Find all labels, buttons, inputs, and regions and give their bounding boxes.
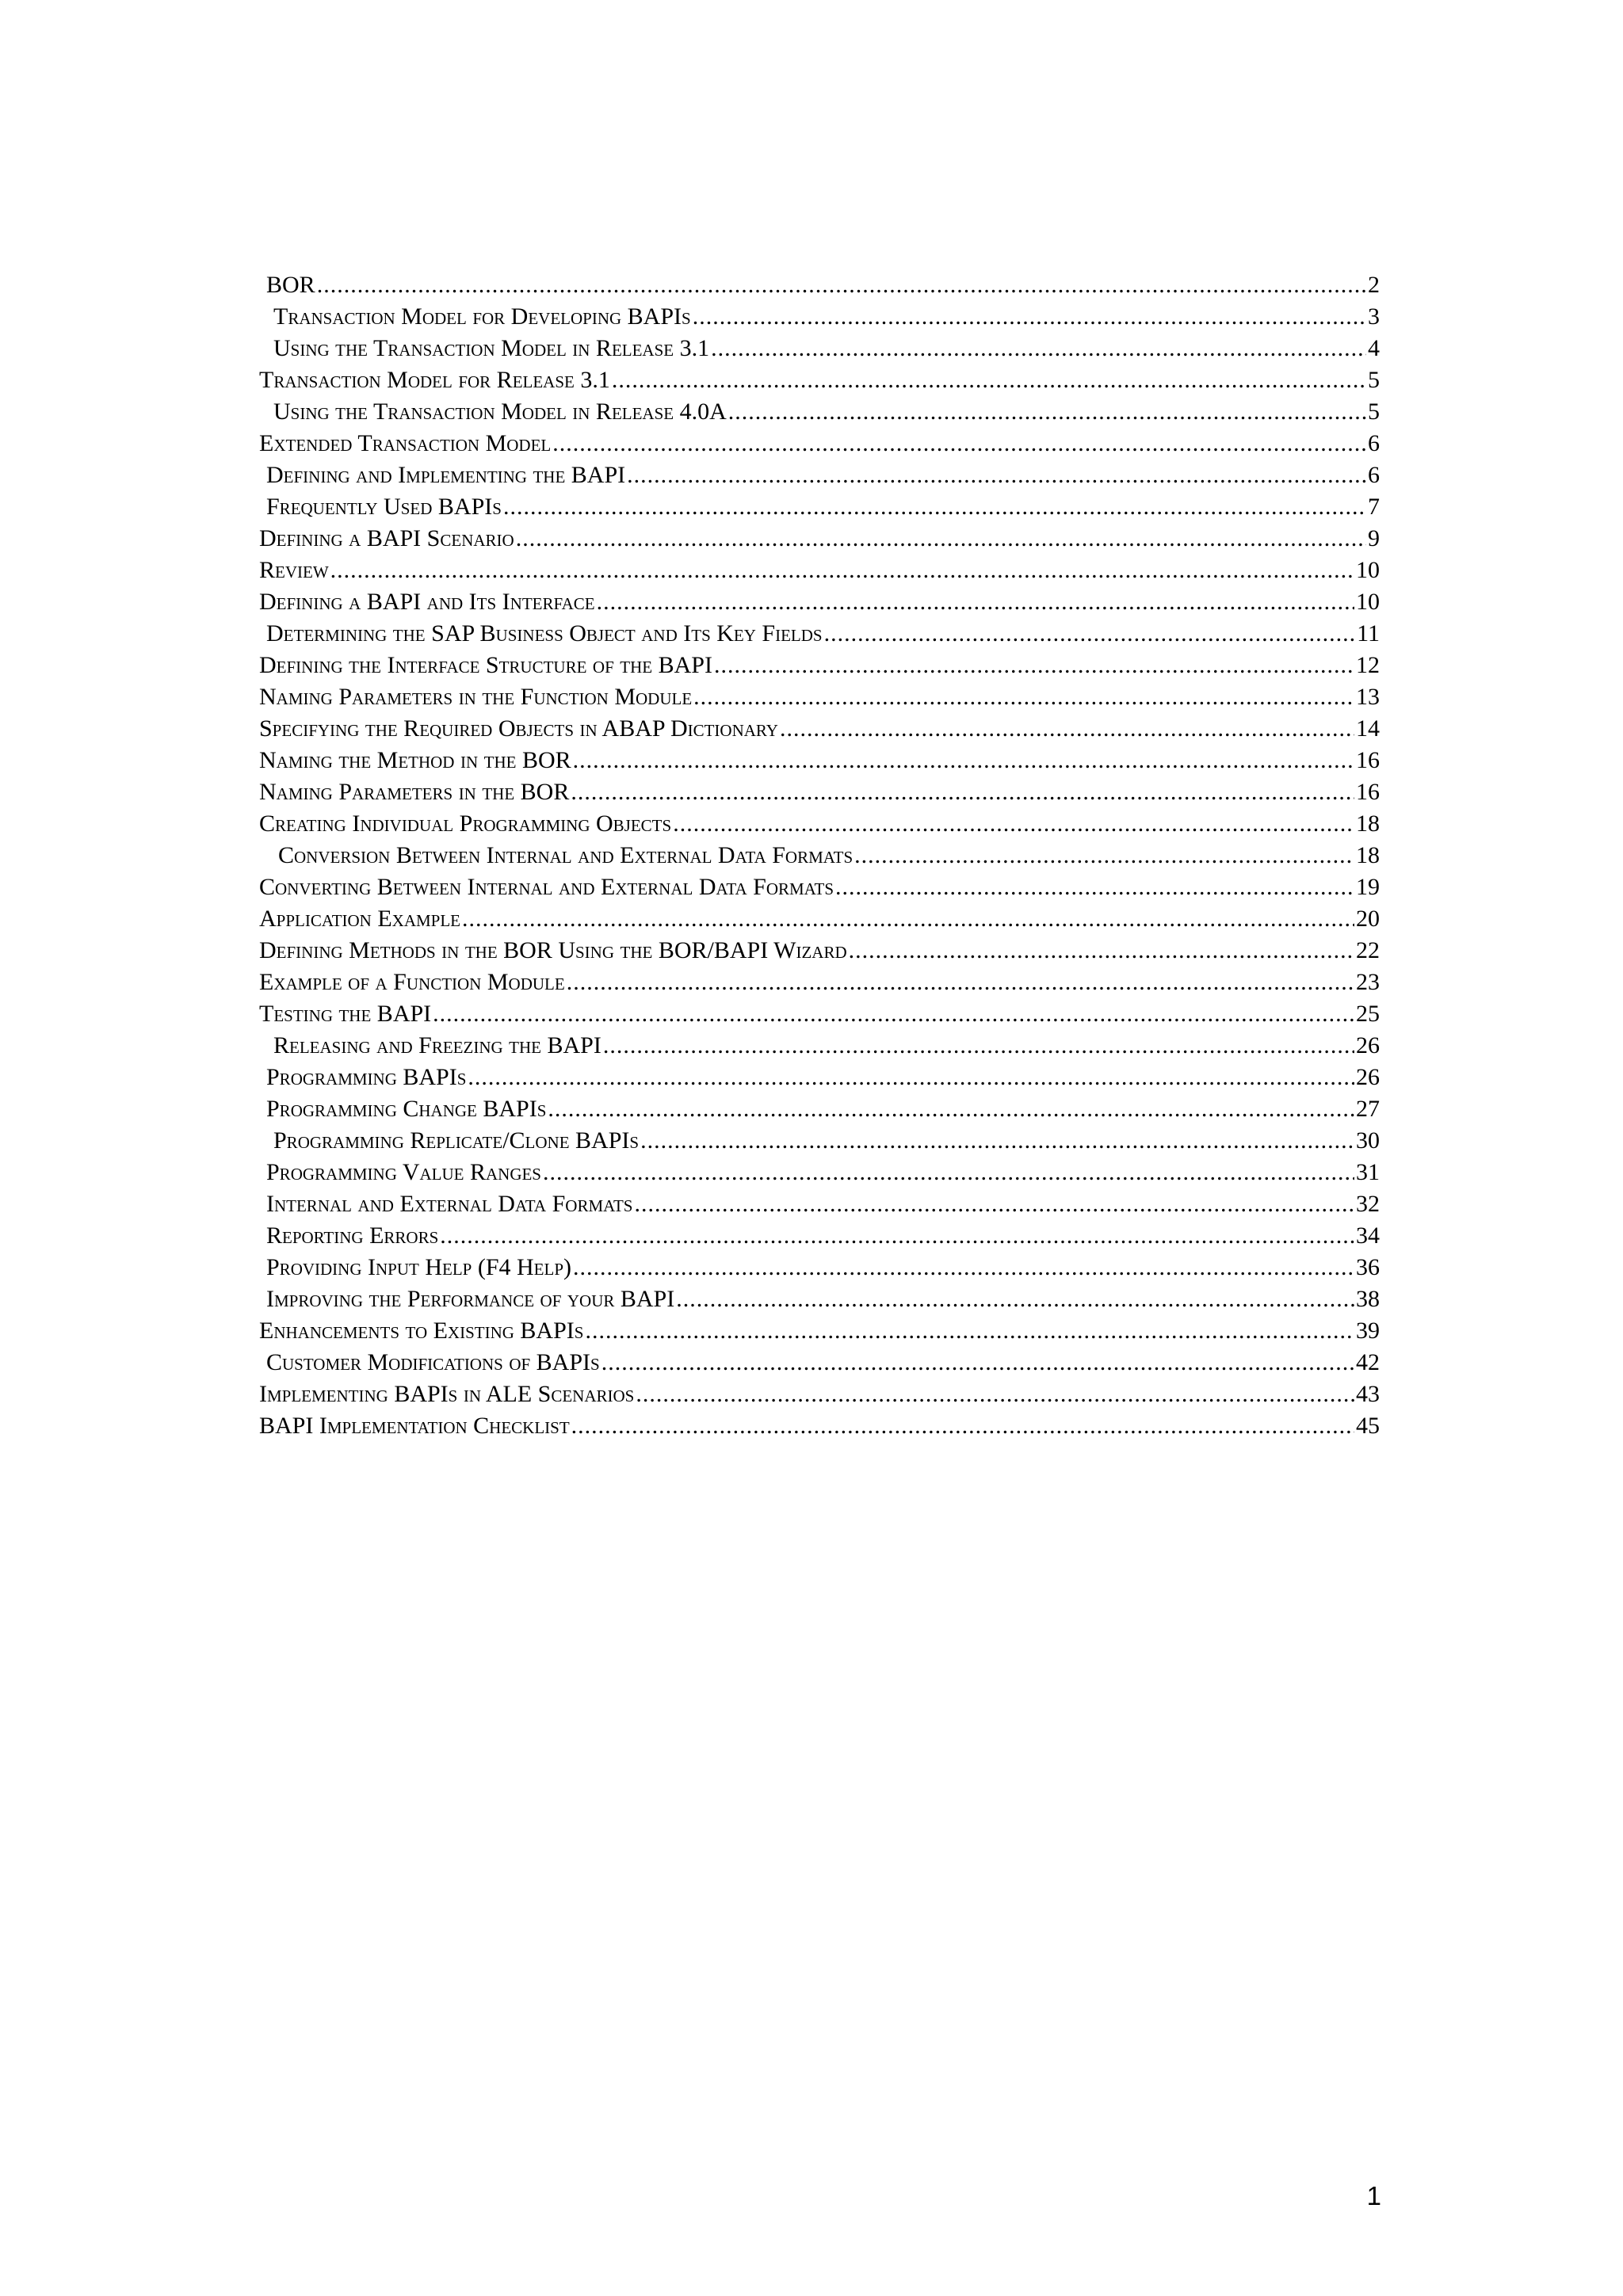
toc-dot-leader: [462, 903, 1354, 935]
toc-dot-leader: [849, 935, 1354, 967]
toc-entry[interactable]: [0, 713, 1380, 745]
toc-entry-title: Implementing BAPIs in ALE Scenarios: [259, 1381, 635, 1407]
toc-entry[interactable]: [0, 460, 1380, 491]
toc-entry[interactable]: [0, 840, 1380, 871]
toc-entry[interactable]: [0, 1220, 1380, 1252]
toc-entry-page: 13: [1356, 684, 1380, 710]
toc-dot-leader: [548, 1093, 1354, 1125]
toc-entry-page: 30: [1356, 1127, 1380, 1154]
toc-entry-page: 5: [1368, 399, 1380, 425]
toc-dot-leader: [543, 1157, 1354, 1188]
toc-entry-title: Creating Individual Programming Objects: [259, 810, 672, 837]
toc-dot-leader: [573, 1252, 1354, 1283]
toc-entry-title: Using the Transaction Model in Release 3.1: [273, 335, 710, 361]
toc-entry-page: 39: [1356, 1318, 1380, 1344]
toc-entry-title: Releasing and Freezing the BAPI: [273, 1032, 601, 1058]
toc-entry[interactable]: [0, 745, 1380, 776]
toc-dot-leader: [317, 269, 1366, 301]
toc-dot-leader: [330, 555, 1354, 586]
toc-dot-leader: [636, 1379, 1354, 1410]
toc-entry-title: BAPI Implementation Checklist: [259, 1413, 570, 1439]
toc-entry-page: 2: [1368, 272, 1380, 298]
toc-entry-title: Example of a Function Module: [259, 969, 565, 995]
toc-entry[interactable]: [0, 808, 1380, 840]
toc-entry[interactable]: [0, 618, 1380, 650]
toc-entry-page: 38: [1356, 1286, 1380, 1312]
toc-entry-page: 3: [1368, 303, 1380, 330]
toc-dot-leader: [627, 460, 1366, 491]
toc-dot-leader: [585, 1315, 1354, 1347]
toc-entry[interactable]: [0, 650, 1380, 681]
toc-dot-leader: [571, 776, 1354, 808]
toc-entry-page: 12: [1356, 652, 1380, 678]
toc-entry-page: 43: [1356, 1381, 1380, 1407]
toc-dot-leader: [780, 713, 1354, 745]
toc-entry-page: 18: [1356, 842, 1380, 868]
toc-entry[interactable]: [0, 935, 1380, 967]
toc-entry-page: 11: [1357, 620, 1380, 646]
toc-entry-title: Defining and Implementing the BAPI: [266, 462, 626, 488]
toc-entry-title: Conversion Between Internal and External Data Formats: [278, 842, 854, 868]
toc-entry[interactable]: [0, 586, 1380, 618]
toc-entry[interactable]: [0, 555, 1380, 586]
toc-entry-page: 18: [1356, 810, 1380, 837]
toc-entry[interactable]: [0, 491, 1380, 523]
toc-entry-page: 16: [1356, 747, 1380, 773]
toc-entry-page: 26: [1356, 1032, 1380, 1058]
toc-dot-leader: [612, 364, 1366, 396]
toc-entry[interactable]: [0, 1125, 1380, 1157]
toc-entry-title: Customer Modifications of BAPIs: [266, 1349, 600, 1375]
toc-entry-page: 14: [1356, 715, 1380, 742]
toc-entry-title: Specifying the Required Objects in ABAP Dictionary: [259, 715, 778, 742]
toc-dot-leader: [714, 650, 1354, 681]
toc-entry[interactable]: [0, 1062, 1380, 1093]
toc-entry[interactable]: [0, 1030, 1380, 1062]
toc-dot-leader: [693, 681, 1354, 713]
toc-entry-title: Extended Transaction Model: [259, 430, 552, 456]
toc-entry-page: 25: [1356, 1001, 1380, 1027]
toc-entry[interactable]: [0, 1410, 1380, 1442]
page-number: 1: [1366, 2181, 1381, 2210]
toc-entry-page: 5: [1368, 367, 1380, 393]
toc-dot-leader: [673, 808, 1354, 840]
toc-entry-title: Providing Input Help (F4 Help): [266, 1254, 571, 1280]
toc-dot-leader: [468, 1062, 1354, 1093]
toc-dot-leader: [440, 1220, 1354, 1252]
toc-entry-page: 16: [1356, 779, 1380, 805]
toc-dot-leader: [824, 618, 1356, 650]
toc-dot-leader: [640, 1125, 1354, 1157]
toc-entry[interactable]: [0, 1347, 1380, 1379]
toc-entry[interactable]: [0, 396, 1380, 428]
toc-entry-title: Determining the SAP Business Object and Its Key Fields: [266, 620, 823, 646]
toc-entry[interactable]: [0, 776, 1380, 808]
toc-entry-title: Converting Between Internal and External Data Formats: [259, 874, 834, 900]
toc-entry-title: Review: [259, 557, 329, 583]
toc-entry-title: Frequently Used BAPIs: [266, 494, 502, 520]
toc-entry[interactable]: [0, 998, 1380, 1030]
toc-dot-leader: [634, 1188, 1354, 1220]
toc-entry-page: 27: [1356, 1096, 1380, 1122]
toc-entry-page: 19: [1356, 874, 1380, 900]
toc-entry-title: Reporting Errors: [266, 1222, 439, 1249]
toc-entry-title: Naming the Method in the BOR: [259, 747, 571, 773]
toc-entry-title: Programming BAPIs: [266, 1064, 467, 1090]
toc-dot-leader: [503, 491, 1366, 523]
toc-entry[interactable]: [0, 1315, 1380, 1347]
toc-entry[interactable]: [0, 681, 1380, 713]
toc-entry-page: 23: [1356, 969, 1380, 995]
toc-entry-page: 4: [1368, 335, 1380, 361]
toc-entry-page: 9: [1368, 525, 1380, 551]
toc-entry-title: Transaction Model for Release 3.1: [259, 367, 610, 393]
toc-entry-page: 7: [1368, 494, 1380, 520]
toc-entry-title: Enhancements to Existing BAPIs: [259, 1318, 584, 1344]
toc-entry-title: BOR: [266, 272, 315, 298]
table-of-contents: [0, 269, 1623, 1442]
toc-entry-page: 6: [1368, 462, 1380, 488]
toc-entry-page: 10: [1356, 589, 1380, 615]
toc-entry-page: 6: [1368, 430, 1380, 456]
toc-entry[interactable]: [0, 967, 1380, 998]
toc-entry-title: Naming Parameters in the BOR: [259, 779, 570, 805]
toc-entry-title: Defining Methods in the BOR Using the BOR/BAPI Wizard: [259, 937, 847, 963]
toc-entry-title: Programming Replicate/Clone BAPIs: [273, 1127, 640, 1154]
toc-entry[interactable]: [0, 428, 1380, 460]
toc-entry-page: 34: [1356, 1222, 1380, 1249]
toc-entry[interactable]: [0, 903, 1380, 935]
toc-entry-title: Testing the BAPI: [259, 1001, 432, 1027]
toc-dot-leader: [433, 998, 1354, 1030]
toc-dot-leader: [571, 1410, 1354, 1442]
toc-entry[interactable]: [0, 1252, 1380, 1283]
toc-entry-title: Programming Value Ranges: [266, 1159, 541, 1185]
toc-dot-leader: [854, 840, 1354, 871]
toc-entry[interactable]: [0, 871, 1380, 903]
toc-entry-title: Defining a BAPI Scenario: [259, 525, 514, 551]
toc-entry[interactable]: [0, 1379, 1380, 1410]
toc-entry-title: Naming Parameters in the Function Module: [259, 684, 693, 710]
toc-entry-title: Programming Change BAPIs: [266, 1096, 547, 1122]
toc-dot-leader: [601, 1347, 1354, 1379]
toc-entry-page: 31: [1356, 1159, 1380, 1185]
toc-entry[interactable]: [0, 523, 1380, 555]
toc-entry-title: Using the Transaction Model in Release 4.0A: [273, 399, 727, 425]
toc-entry[interactable]: [0, 333, 1380, 364]
toc-entry[interactable]: [0, 1188, 1380, 1220]
toc-entry-page: 22: [1356, 937, 1380, 963]
toc-entry-page: 32: [1356, 1191, 1380, 1217]
toc-entry[interactable]: [0, 1157, 1380, 1188]
toc-dot-leader: [597, 586, 1354, 618]
toc-dot-leader: [573, 745, 1354, 776]
toc-entry-title: Internal and External Data Formats: [266, 1191, 633, 1217]
toc-entry-page: 36: [1356, 1254, 1380, 1280]
toc-entry-page: 45: [1356, 1413, 1380, 1439]
toc-entry-title: Defining a BAPI and Its Interface: [259, 589, 595, 615]
toc-entry-page: 42: [1356, 1349, 1380, 1375]
toc-dot-leader: [728, 396, 1366, 428]
toc-entry[interactable]: [0, 364, 1380, 396]
toc-dot-leader: [516, 523, 1366, 555]
toc-entry[interactable]: [0, 1283, 1380, 1315]
toc-dot-leader: [603, 1030, 1354, 1062]
toc-entry-page: 20: [1356, 906, 1380, 932]
toc-entry-title: Application Example: [259, 906, 461, 932]
toc-dot-leader: [693, 301, 1366, 333]
toc-entry[interactable]: [0, 269, 1380, 301]
toc-dot-leader: [676, 1283, 1354, 1315]
toc-entry[interactable]: [0, 301, 1380, 333]
toc-entry-page: 26: [1356, 1064, 1380, 1090]
toc-entry-title: Defining the Interface Structure of the BAPI: [259, 652, 712, 678]
toc-entry-title: Transaction Model for Developing BAPIs: [273, 303, 691, 330]
toc-entry[interactable]: [0, 1093, 1380, 1125]
toc-dot-leader: [567, 967, 1354, 998]
toc-dot-leader: [552, 428, 1366, 460]
toc-dot-leader: [835, 871, 1354, 903]
toc-entry-title: Improving the Performance of your BAPI: [266, 1286, 675, 1312]
toc-dot-leader: [711, 333, 1366, 364]
toc-entry-page: 10: [1356, 557, 1380, 583]
